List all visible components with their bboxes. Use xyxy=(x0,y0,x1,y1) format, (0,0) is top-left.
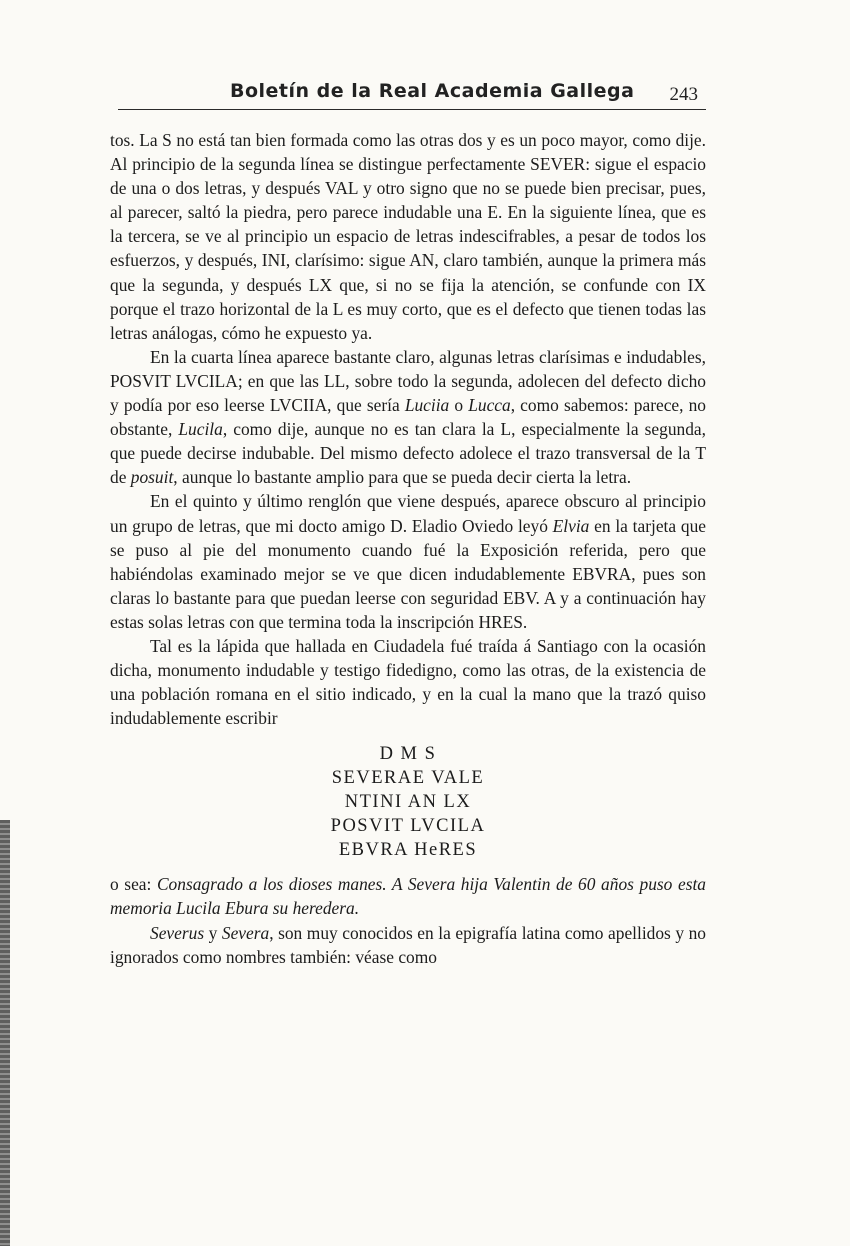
paragraph-6-italic-severa: Severa xyxy=(221,922,270,943)
paragraph-2-italic-posuit: posuit xyxy=(130,467,174,488)
paragraph-4: Tal es la lápida que hallada en Ciudadela fué traída á Santiago con la ocasión dicha, monumento indudable y testigo fidedigno, como las otras, de la existencia de una población romana en el sitio indicado, y en la cual la mano que la trazó quiso indudablemente escribir xyxy=(110,635,706,729)
paragraph-6-italic-severus: Severus xyxy=(150,922,205,943)
paragraph-6 xyxy=(110,921,706,969)
paragraph-3-text-c: en la tarjeta que se puso al pie del monumento cuando fué la Exposición referida, pero que habiéndolas examinado mejor se ve que dicen indudablemente EBVRA, pues son claras lo bastante para que puedan leerse con seguridad EBV. A y a continuación hay estas solas letras con que termina toda la inscripción HRES. xyxy=(110,515,706,632)
article-body xyxy=(110,128,706,969)
inscription-line-2: SEVERAE VALE xyxy=(331,768,485,789)
page-number: 243 xyxy=(669,84,698,105)
header-rule xyxy=(118,109,706,110)
running-header xyxy=(118,78,706,110)
paragraph-2 xyxy=(110,345,706,490)
inscription-line-5: EBVRA HeRES xyxy=(338,840,478,861)
paragraph-5-translation: Consagrado a los dioses manes. A Severa hija Valentin de 60 años puso esta memoria Lucila Ebura su heredera. xyxy=(110,874,706,919)
paragraph-2-text-c: o xyxy=(449,395,469,416)
paragraph-2-text-a: En la cuarta línea aparece bastante claro, algunas letras clarísimas e indudables, POSVIT LVCILA; en que las LL, sobre todo la segunda, adolecen del defecto dicho y podía por eso leerse LVCIIA, que sería xyxy=(110,346,706,416)
paragraph-2-text-g: , como dije, aunque no es tan clara la L, especialmente la segunda, que puede decirse indubable. Del mismo defecto adolece el trazo transversal de la T de xyxy=(110,419,706,488)
paragraph-3 xyxy=(110,489,706,634)
paragraph-5 xyxy=(110,872,706,920)
paragraph-6-text-b: y xyxy=(204,922,222,943)
page-binding-edge xyxy=(0,820,10,1246)
inscription-line-3: NTINI AN LX xyxy=(344,792,472,813)
latin-inscription xyxy=(110,742,706,862)
paragraph-2-italic-lucca: Lucca xyxy=(468,395,511,416)
paragraph-3-italic-elvia: Elvia xyxy=(552,515,590,536)
paragraph-3-text-a: En el quinto y último renglón que viene después, aparece obscuro al principio un grupo de letras, que mi docto amigo D. Eladio Oviedo leyó xyxy=(110,491,706,536)
paragraph-5-label: o sea: xyxy=(110,874,157,895)
inscription-line-1: D M S xyxy=(379,744,437,765)
paragraph-2-italic-luciia: Luciia xyxy=(404,395,450,416)
paragraph-2-text-i: , aunque lo bastante amplio para que se pueda decir cierta la letra. xyxy=(173,467,632,488)
paragraph-6-text-d: , son muy conocidos en la epigrafía latina como apellidos y no ignorados como nombres también: véase como xyxy=(110,922,707,967)
paragraph-1: tos. La S no está tan bien formada como las otras dos y es un poco mayor, como dije. Al principio de la segunda línea se distingue perfectamente SEVER: sigue el espacio de una o dos letras, y después VAL y otro signo que no se puede bien precisar, pues, al parecer, saltó la piedra, pero parece indudable una E. En la siguiente línea, que es la tercera, se ve al principio un espacio de letras indescifrables, a pesar de todos los esfuerzos, y después, INI, clarísimo: sigue AN, claro también, aunque la primera más que la segunda, y después LX que, si no se fija la atención, se confunde con IX porque el trazo horizontal de la L es muy corto, que es el defecto que tienen todas las letras análogas, cómo he expuesto ya. xyxy=(110,130,706,343)
paragraph-2-italic-lucila: Lucila xyxy=(178,419,223,440)
journal-title: Boletín de la Real Academia Gallega xyxy=(230,80,635,102)
inscription-line-4: POSVIT LVCILA xyxy=(330,816,486,837)
paragraph-2-text-e: , como sabemos: parece, no obstante, xyxy=(110,395,707,440)
